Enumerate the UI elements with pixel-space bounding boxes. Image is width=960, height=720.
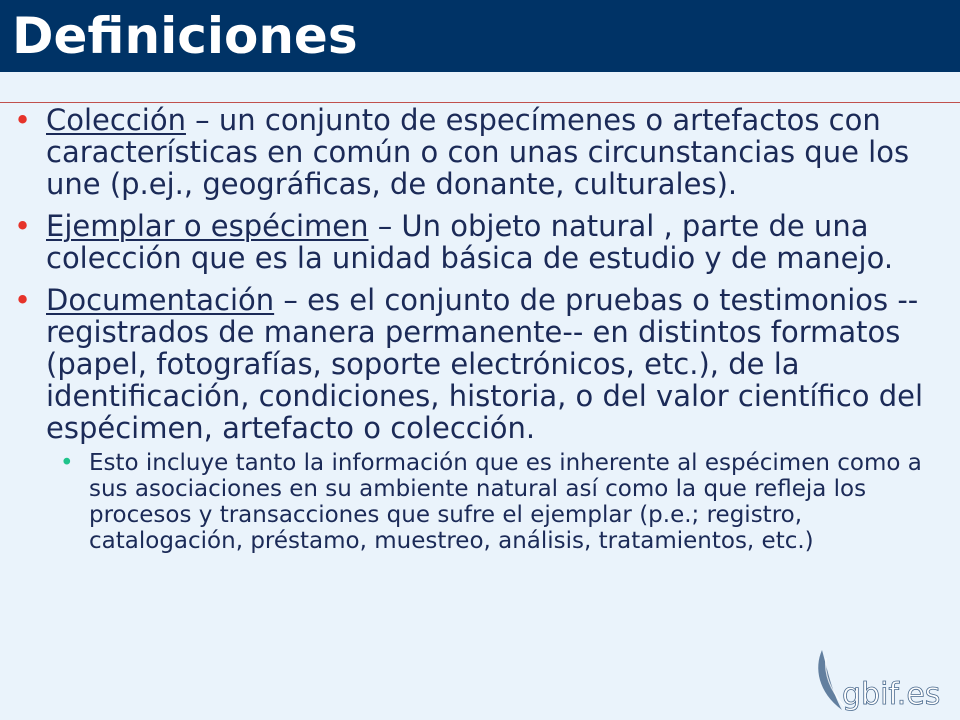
bullet-dot: • — [14, 283, 32, 317]
title-bar — [0, 0, 960, 72]
definition-documentacion: – es el conjunto de pruebas o testimonios --registrados de manera permanente-- en distintos formatos (papel, fotografías, soporte electrónicos, etc.), de la identificación, condiciones, historia, o del valor científico del espécimen, artefacto o colección. — [46, 283, 924, 445]
gbif-leaf-icon — [818, 650, 842, 710]
sub-bullet-dot: • — [60, 450, 74, 476]
bullet-dot: • — [14, 103, 32, 137]
term-coleccion: Colección — [46, 103, 186, 137]
term-documentacion: Documentación — [46, 283, 275, 317]
bullet-item-ejemplar — [12, 210, 952, 274]
bullet-item-documentacion — [12, 284, 952, 444]
bullet-dot: • — [14, 209, 32, 243]
bullet-item-coleccion — [12, 104, 952, 200]
gbif-logo — [812, 648, 958, 716]
definition-ejemplar: – Un objeto natural , parte de una colección que es la unidad básica de estudio y de manejo. — [46, 209, 894, 275]
term-ejemplar: Ejemplar o espécimen — [46, 209, 369, 243]
definition-coleccion: – un conjunto de especímenes o artefactos con características en común o con unas circunstancias que los une (p.ej., geográficas, de donante, culturales). — [46, 103, 910, 201]
sub-bullet-item-documentacion — [46, 450, 952, 554]
gbif-logo-text: gbif.es — [842, 677, 941, 712]
slide-title: Definiciones — [12, 7, 358, 65]
slide-content — [12, 104, 952, 554]
sub-bullet-text: Esto incluye tanto la información que es inherente al espécimen como a sus asociaciones en su ambiente natural así como la que refleja los procesos y transacciones que sufre el ejemplar (p.e.; registro, catalogación, préstamo, muestreo, análisis, tratamientos, etc.) — [89, 450, 922, 554]
